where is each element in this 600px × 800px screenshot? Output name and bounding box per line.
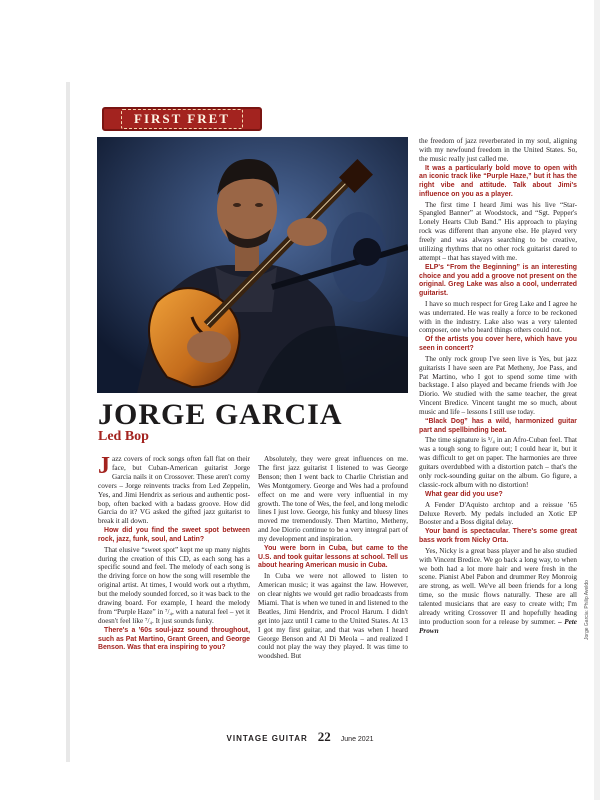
page-number: 22	[317, 729, 331, 744]
answer-paragraph: The time signature is ⁵/₄ in an Afro-Cuban feel. That was a tough song to figure out; I could hear it, but it was difficult to get on paper. The harmonies are three guitars overdubbed with a distortion patch – that's the only rock-sounding guitar on the album. Go figure, a classic-rock album with no distortion!	[419, 436, 577, 489]
answer-paragraph: The only rock group I've seen live is Yes, but jazz guitarists I have seen are Pat Metheny, Joe Pass, and Pat Martino, who I got to spend some time with backstage. I also played and became friends with Joe Diorio. We studied with the same teacher, the great Vincent Bredice. Vincent taught me so much, about music and life – lessons I still use today.	[419, 354, 577, 417]
answer-paragraph: the freedom of jazz reverberated in my soul, aligning with my newfound freedom in the United States. So, the music really just called me.	[419, 137, 577, 163]
article-title: JORGE GARCIA	[98, 398, 343, 431]
answer-paragraph: That elusive “sweet spot” kept me up many nights during the creation of this CD, as each song has a specific sound and feel. The melody of each song is the driving force on how the song will resemble the original artist. At times, I would work out a rhythm, but the melody sounded forced, so it was back to the drawing board. For example, I heard the melody from “Purple Haze” in ⁷/₄, with a natural feel – yet it doesn't feel like ⁷/₄. It just sounds funky.	[98, 545, 250, 625]
section-banner	[102, 107, 262, 131]
issue-date: June 2021	[340, 736, 374, 743]
page-edge	[66, 82, 70, 762]
answer-paragraph: A Fender D'Aquisto archtop and a reissue ’65 Deluxe Reverb. My pedals included an Xotic EP Booster and a Boss digital delay.	[419, 500, 577, 527]
question: What gear did you use?	[425, 490, 503, 498]
magazine-name: VINTAGE GUITAR	[226, 734, 308, 743]
article-photo	[97, 137, 408, 393]
page-footer	[0, 728, 600, 746]
question: “Black Dog” has a wild, harmonized guitar part and spellbinding beat.	[419, 418, 577, 434]
article-subtitle: Led Bop	[98, 429, 149, 444]
question: There's a ’60s soul-jazz sound throughout, such as Pat Martino, Grant Green, and George Benson. Was that era inspiring to you?	[98, 626, 250, 652]
page-shadow	[594, 0, 600, 800]
answer-paragraph: Yes, Nicky is a great bass player and he also studied with Vincent Bredice. We go back a long way, to when we both had a lot more hair and were fresh in the scene. Pianist Abel Pabon and drummer Rey Monroig are strong, as well. We've all been friends for a long time, so the music flows naturally. These are all talented musicians that are easy to create with; I'm already writing Crossover II and hopefully heading into production soon for a release by summer. – Pete Prown	[419, 546, 577, 635]
photo-credit: Jorge Garcia: Philip Aveldo	[584, 580, 590, 640]
answer-paragraph: The first time I heard Jimi was his live “Star-Spangled Banner” at Woodstock, and “Sgt. Pepper's Lonely Hearts Club Band.” His approach to playing rock was different than anyone else. He played very freely and was always searching to be creative, utilizing rhythms that no other rock guitarist dared to attempt – that has stayed with me.	[419, 200, 577, 262]
question: It was a particularly bold move to open with an iconic track like “Purple Haze,” but it has the right vibe and attitude. Talk about Jimi's influence on you as a player.	[419, 164, 577, 198]
answer-paragraph: In Cuba we were not allowed to listen to American music; it was against the law. However, on clear nights we would get radio broadcasts from Miami. That is when we tuned in and listened to the Beatles, Jimi Hendrix, and Procol Harum. I didn't get into jazz until I came to the United States. At 13 I got my first guitar, and that was when I heard George Benson and Al Di Meola – and realized I could not play the way they played. It was time to woodshed. But	[258, 572, 408, 661]
guitarist-illustration	[97, 137, 408, 393]
drop-cap: J	[98, 453, 110, 479]
answer-paragraph: I have so much respect for Greg Lake and I agree he was underrated. He was really a force to be reckoned with in the industry. Lake also was a very talented composer, one who heard things others could not.	[419, 299, 577, 335]
question: You were born in Cuba, but came to the U.S. and took guitar lessons at school. Tell us about hearing American music in Cuba.	[258, 545, 408, 570]
question: How did you find the sweet spot between rock, jazz, funk, soul, and Latin?	[98, 527, 250, 543]
column-2	[258, 455, 408, 662]
answer-paragraph: Absolutely, they were great influences on me. The first jazz guitarist I listened to was George Benson; then I went back to Charlie Christian and Wes Montgomery. George and Wes had a profound effect on me and were very influential in my growth. The tone of Wes, the feel, and long melodic lines I just love. George, his funky and bluesy lines moved me tremendously. Then Martino, Metheny, and Joe Diorio continue to be a very integral part of my development and inspiration.	[258, 455, 408, 544]
question: Your band is spectacular. There's some great bass work from Nicky Orta.	[419, 528, 577, 545]
question: Of the artists you cover here, which have you seen in concert?	[419, 336, 577, 353]
intro-paragraph: Jazz covers of rock songs often fall flat on their face, but Cuban-American guitarist Jorge Garcia nails it on Crossover. These aren't corny covers – Jorge reinvents tracks from Led Zeppelin, Yes, and Jimi Hendrix as serious and authentic post-bop, often backed with a badass groove. How did Garcia do it? VG asked the gifted jazz guitarist to break it all down.	[98, 453, 250, 526]
byline: – Pete Prown	[419, 617, 577, 635]
section-label: FIRST FRET	[121, 109, 243, 129]
column-3	[419, 137, 577, 637]
question: ELP's “From the Beginning” is an interesting choice and you add a groove not present on the original. Greg Lake was also a cool, underrated guitarist.	[419, 263, 577, 297]
column-1	[98, 455, 250, 654]
